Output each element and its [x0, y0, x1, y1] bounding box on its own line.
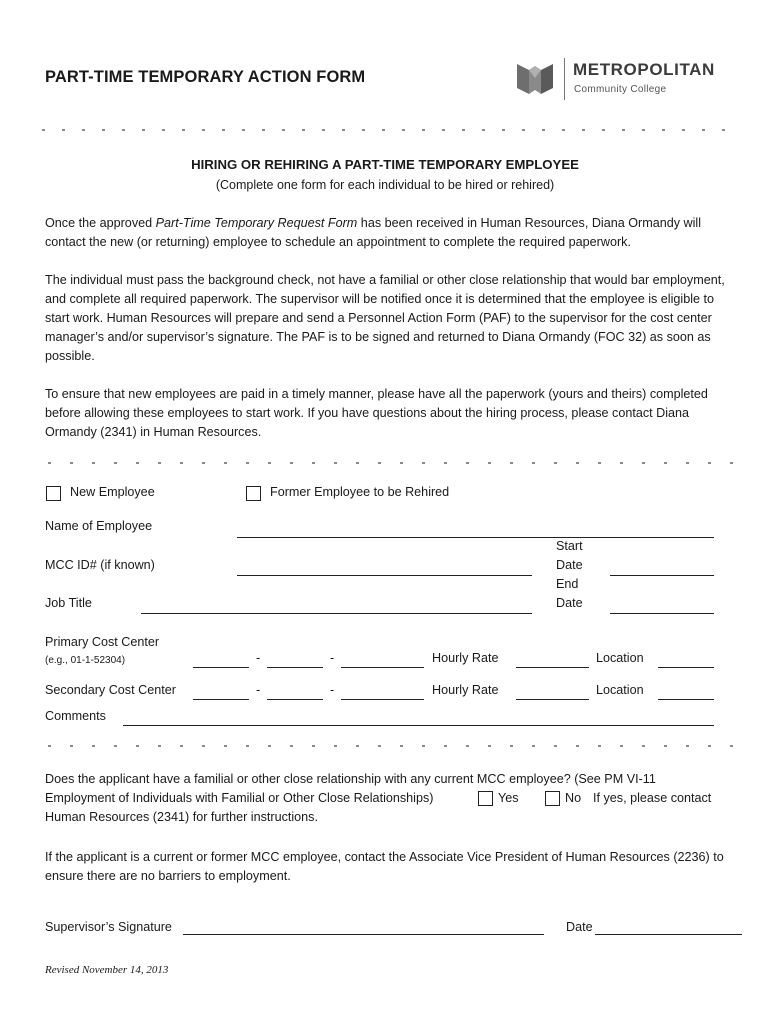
- hourly-rate-label: Hourly Rate: [432, 683, 499, 697]
- primary-location-field[interactable]: [658, 667, 714, 668]
- dash-separator: -: [330, 651, 335, 665]
- primary-cc-part3[interactable]: [341, 667, 424, 668]
- relationship-no-label: No: [565, 791, 582, 805]
- relationship-question-line2: Employment of Individuals with Familial or Other Close Relationships): [45, 791, 434, 805]
- dash-separator: -: [256, 683, 261, 697]
- paragraph-intro-b: has been received in Human Resources, Diana Ormandy will contact the new (or returning) employee to schedule an appointment to complete the required paperwork.: [45, 216, 702, 249]
- relationship-yes-label: Yes: [498, 791, 519, 805]
- supervisor-signature-field[interactable]: [183, 934, 544, 935]
- end-date-field[interactable]: [610, 613, 714, 614]
- secondary-cost-center-label: Secondary Cost Center: [45, 683, 176, 697]
- location-label: Location: [596, 683, 644, 697]
- primary-hourly-rate-field[interactable]: [516, 667, 589, 668]
- name-label: Name of Employee: [45, 519, 153, 533]
- relationship-question-line3: Human Resources (2341) for further instructions.: [45, 810, 318, 824]
- start-label: Start: [556, 539, 583, 553]
- mcc-employee-note: If the applicant is a current or former MCC employee, contact the Associate Vice President of Human Resources (2236) to ensure there are no barriers to employment.: [45, 850, 724, 883]
- form-title: PART-TIME TEMPORARY ACTION FORM: [45, 68, 366, 86]
- section-title: HIRING OR REHIRING A PART-TIME TEMPORARY EMPLOYEE: [191, 157, 579, 172]
- relationship-no-checkbox[interactable]: [545, 791, 560, 806]
- job-title-field[interactable]: [141, 613, 532, 614]
- mcc-id-field[interactable]: [237, 575, 532, 576]
- section-subtitle: (Complete one form for each individual to be hired or rehired): [215, 178, 555, 192]
- primary-cost-center-hint: (e.g., 01-1-52304): [45, 655, 126, 666]
- secondary-location-field[interactable]: [658, 699, 714, 700]
- supervisor-signature-label: Supervisor’s Signature: [45, 920, 172, 934]
- new-employee-checkbox[interactable]: [46, 486, 61, 501]
- start-date-field[interactable]: [610, 575, 714, 576]
- new-employee-label: New Employee: [70, 485, 155, 499]
- signature-date-label: Date: [566, 920, 593, 934]
- former-employee-label: Former Employee to be Rehired: [270, 485, 450, 499]
- dash-separator: -: [330, 683, 335, 697]
- job-title-label: Job Title: [45, 596, 92, 610]
- end-date-label: Date: [556, 596, 583, 610]
- divider-bottom: [40, 742, 735, 750]
- primary-cost-center-label: Primary Cost Center: [45, 635, 160, 649]
- primary-cc-part1[interactable]: [193, 667, 249, 668]
- comments-field[interactable]: [123, 725, 714, 726]
- logo-divider: [564, 58, 565, 100]
- college-logo: [517, 56, 717, 106]
- secondary-hourly-rate-field[interactable]: [516, 699, 589, 700]
- request-form-name: Part-Time Temporary Request Form: [155, 216, 358, 230]
- hourly-rate-label: Hourly Rate: [432, 651, 499, 665]
- primary-cc-part2[interactable]: [267, 667, 323, 668]
- secondary-cc-part1[interactable]: [193, 699, 249, 700]
- mcc-logo-icon: [517, 60, 553, 98]
- relationship-contact-note: If yes, please contact: [593, 791, 712, 805]
- signature-date-field[interactable]: [595, 934, 742, 935]
- location-label: Location: [596, 651, 644, 665]
- secondary-cc-part2[interactable]: [267, 699, 323, 700]
- divider-middle: [40, 459, 735, 467]
- logo-subtitle: Community College: [574, 84, 667, 95]
- mcc-id-label: MCC ID# (if known): [45, 558, 155, 572]
- end-label: End: [556, 577, 579, 591]
- start-date-label: Date: [556, 558, 583, 572]
- logo-name: METROPOLITAN: [573, 60, 715, 79]
- relationship-question-line1: Does the applicant have a familial or other close relationship with any current MCC employee? (See PM VI-11: [45, 772, 656, 786]
- relationship-yes-checkbox[interactable]: [478, 791, 493, 806]
- dash-separator: -: [256, 651, 261, 665]
- comments-label: Comments: [45, 709, 106, 723]
- name-field[interactable]: [237, 537, 714, 538]
- paragraph-eligibility: The individual must pass the background check, not have a familial or other close relationship that would bar employment, and complete all required paperwork. The supervisor will be notified once it is determined that the employee is eligible to start work. Human Resources will prepare and send a Personnel Action Form (PAF) to the supervisor for the cost center manager’s and/or supervisor’s signature. The PAF is to be signed and returned to Diana Ormandy (FOC 32) as soon as possible.: [45, 273, 725, 363]
- divider-top: [40, 126, 735, 134]
- paragraph-intro: [45, 214, 735, 252]
- former-employee-checkbox[interactable]: [246, 486, 261, 501]
- paragraph-timely-pay: To ensure that new employees are paid in a timely manner, please have all the paperwork (yours and theirs) completed before allowing these employees to start work. If you have questions about the hiring process, please contact Diana Ormandy (2341) in Human Resources.: [45, 387, 708, 439]
- secondary-cc-part3[interactable]: [341, 699, 424, 700]
- paragraph-intro-a: Once the approved: [45, 216, 156, 230]
- revision-date: Revised November 14, 2013: [45, 964, 169, 976]
